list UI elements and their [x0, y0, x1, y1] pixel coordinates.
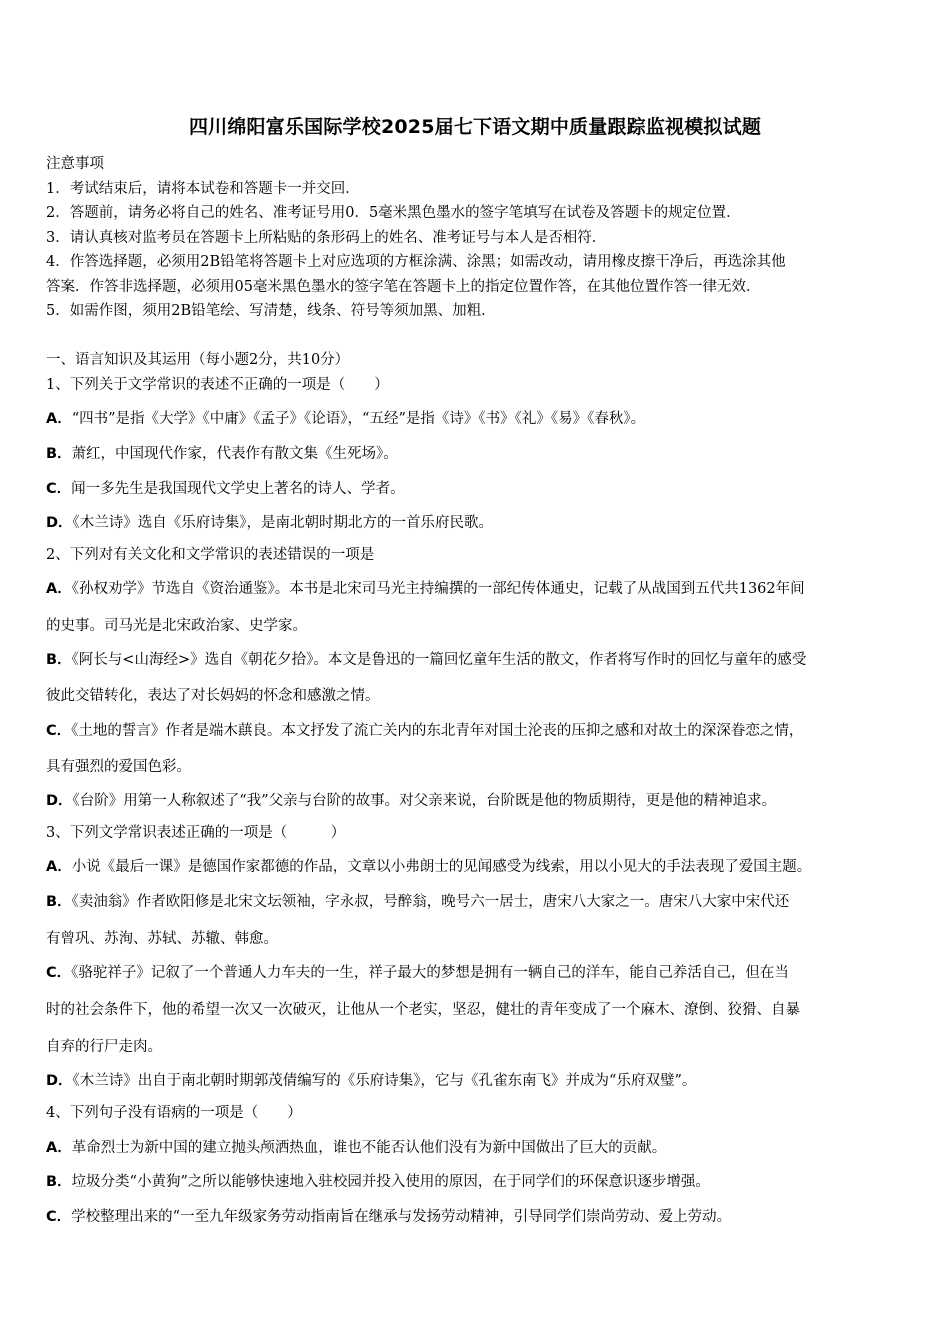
- notes-heading: 注意事项: [46, 156, 104, 172]
- option-label: A．: [46, 581, 72, 597]
- option-label: C．: [46, 723, 72, 739]
- option-line: [46, 849, 921, 885]
- option-line: [46, 471, 921, 507]
- question-stem: 3、下列文学常识表述正确的一项是（ ）: [46, 825, 346, 841]
- option-label: D．: [46, 515, 73, 531]
- page-title: 四川绵阳富乐国际学校2025届七下语文期中质量跟踪监视模拟试题: [188, 116, 762, 138]
- option-text: 《木兰诗》选自《乐府诗集》，是南北朝时期北方的一首乐府民歌。: [72, 515, 494, 531]
- option-text: 《孙权劝学》节选自《资治通鉴》。本书是北宋司马光主持编撰的一部纪传体通史，记载了从战国到五代共1362年间: [71, 581, 805, 597]
- option-continuation: 彼此交错转化，表达了对长妈妈的怀念和感激之情。: [46, 688, 380, 704]
- notes-item: 1．考试结束后，请将本试卷和答题卡一并交回．: [46, 180, 360, 197]
- option-label: D．: [46, 1073, 73, 1089]
- option-continuation: 自弃的行尸走肉。: [46, 1039, 162, 1055]
- option-line: [46, 571, 921, 607]
- option-line: [46, 642, 921, 678]
- option-line: [46, 436, 921, 472]
- question-stem: 4、下列句子没有语病的一项是（ ）: [46, 1105, 302, 1121]
- option-text: 闻一多先生是我国现代文学史上著名的诗人、学者。: [71, 481, 405, 497]
- option-text: 革命烈士为新中国的建立抛头颅洒热血，谁也不能否认他们没有为新中国做出了巨大的贡献。: [71, 1140, 667, 1156]
- option-text: 小说《最后一课》是德国作家都德的作品，文章以小弗朗士的见闻感受为线索，用以小见大的手法表现了爱国主题。: [71, 859, 812, 875]
- question-stem: 2、下列对有关文化和文学常识的表述错误的一项是: [46, 547, 375, 563]
- notes-item: 答案．作答非选择题，必须用05毫米黑色墨水的签字笔在答题卡上的指定位置作答，在其他位置作答一律无效．: [46, 278, 761, 295]
- option-label: B．: [46, 894, 72, 910]
- option-label: A．: [46, 411, 72, 427]
- option-label: B．: [46, 1174, 72, 1190]
- option-label: C．: [46, 481, 72, 497]
- section-heading: 一、语言知识及其运用（每小题2分，共10分）: [46, 352, 350, 368]
- option-line: [46, 884, 921, 920]
- option-label: C．: [46, 1209, 72, 1225]
- option-line: [46, 1063, 921, 1099]
- option-line: [46, 1199, 921, 1235]
- option-text: 《台阶》用第一人称叙述了“我”父亲与台阶的故事。对父亲来说，台阶既是他的物质期待，更是他的精神追求。: [72, 793, 777, 809]
- option-continuation: 有曾巩、苏洵、苏轼、苏辙、韩愈。: [46, 931, 278, 947]
- option-text: 《阿长与<山海经>》选自《朝花夕拾》。本文是鲁迅的一篇回忆童年生活的散文，作者将写作时的回忆与童年的感受: [71, 652, 807, 668]
- option-line: [46, 783, 921, 819]
- option-label: A．: [46, 1140, 72, 1156]
- option-text: 《骆驼祥子》记叙了一个普通人力车夫的一生，祥子最大的梦想是拥有一辆自己的洋车，能自己养活自己，但在当: [71, 965, 789, 981]
- option-label: C．: [46, 965, 72, 981]
- notes-item: 3．请认真核对监考员在答题卡上所粘贴的条形码上的姓名、准考证号与本人是否相符．: [46, 229, 607, 246]
- notes-item: 4．作答选择题，必须用2B铅笔将答题卡上对应选项的方框涂满、涂黑；如需改动，请用橡皮擦干净后，再选涂其他: [46, 254, 786, 270]
- option-line: [46, 713, 921, 749]
- notes-item: 2．答题前，请务必将自己的姓名、准考证号用0．5毫米黑色墨水的签字笔填写在试卷及答题卡的规定位置．: [46, 205, 741, 221]
- option-line: [46, 1130, 921, 1166]
- option-label: B．: [46, 652, 72, 668]
- notes-item: 5．如需作图，须用2B铅笔绘、写清楚，线条、符号等须加黑、加粗．: [46, 303, 496, 319]
- option-line: [46, 401, 921, 437]
- option-line: [46, 955, 921, 991]
- option-text: 《土地的誓言》作者是端木蕻良。本文抒发了流亡关内的东北青年对国土沦丧的压抑之感和对故土的深深眷恋之情，: [71, 723, 804, 739]
- option-text: 学校整理出来的“一至九年级家务劳动指南旨在继承与发扬劳动精神，引导同学们崇尚劳动、爱上劳动。: [71, 1209, 732, 1225]
- notes-block: [46, 152, 916, 324]
- option-label: D．: [46, 793, 73, 809]
- question-stem: 1、下列关于文学常识的表述不正确的一项是（ ）: [46, 377, 389, 393]
- option-continuation: 具有强烈的爱国色彩。: [46, 759, 191, 775]
- option-continuation: 时的社会条件下，他的希望一次又一次破灭，让他从一个老实，坚忍，健壮的青年变成了一个麻木、潦倒、狡猾、自暴: [46, 1002, 800, 1018]
- option-line: [46, 1164, 921, 1200]
- option-text: 萧红，中国现代作家，代表作有散文集《生死场》。: [71, 446, 398, 462]
- option-text: 垃圾分类“小黄狗”之所以能够快速地入驻校园并投入使用的原因，在于同学们的环保意识逐步增强。: [71, 1174, 710, 1190]
- option-text: 《木兰诗》出自于南北朝时期郭茂倩编写的《乐府诗集》，它与《孔雀东南飞》并成为“乐府双璧”。: [72, 1073, 697, 1089]
- option-line: [46, 505, 921, 541]
- option-label: A．: [46, 859, 72, 875]
- option-continuation: 的史事。司马光是北宋政治家、史学家。: [46, 618, 307, 634]
- option-label: B．: [46, 446, 72, 462]
- option-text: 《卖油翁》作者欧阳修是北宋文坛领袖，字永叔，号醉翁，晚号六一居士，唐宋八大家之一。唐宋八大家中宋代还: [71, 894, 790, 910]
- option-text: “四书”是指《大学》《中庸》《孟子》《论语》，“五经”是指《诗》《书》《礼》《易》《春秋》。: [71, 411, 646, 427]
